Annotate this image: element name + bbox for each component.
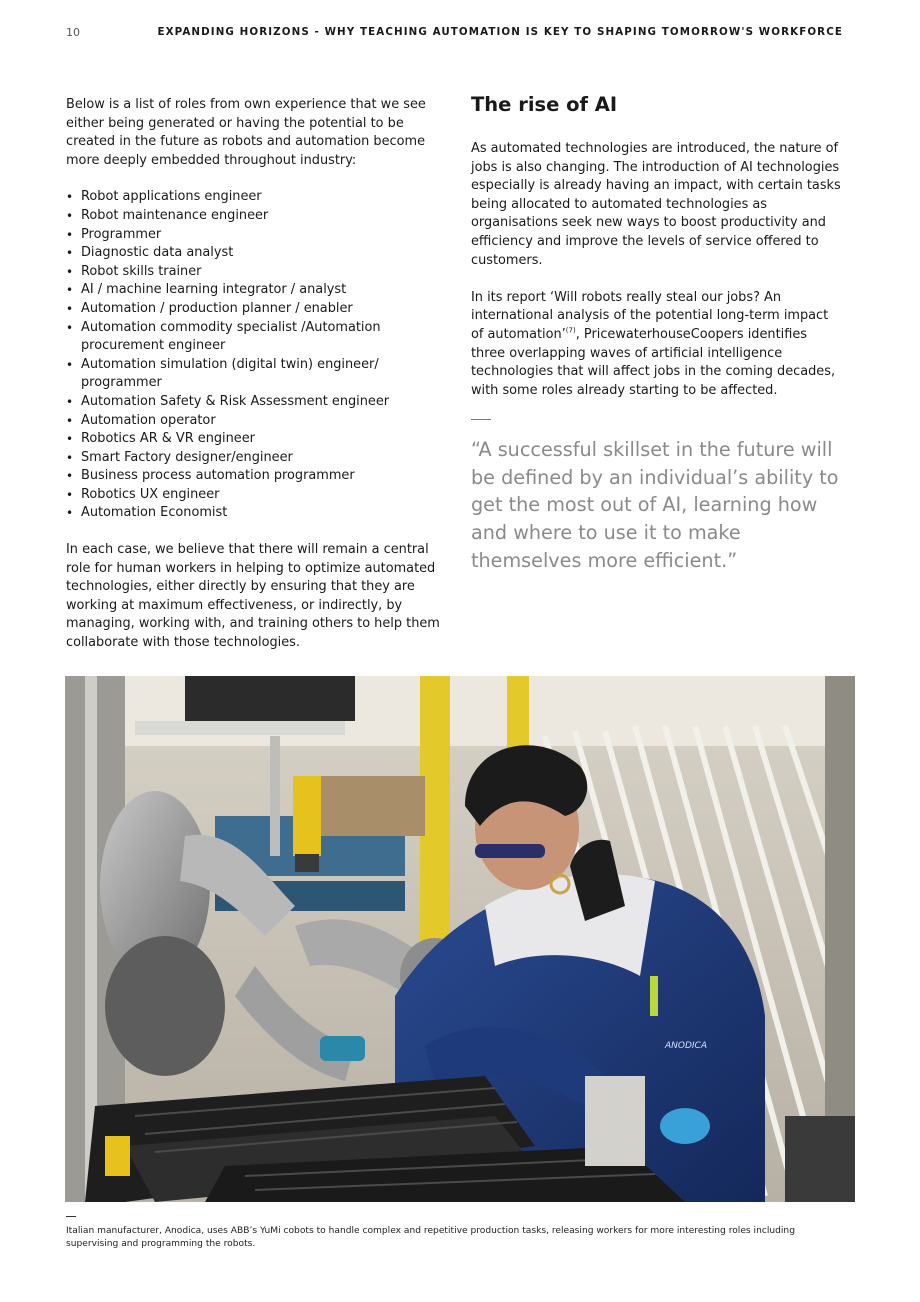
list-item: • Programmer xyxy=(66,226,446,245)
list-item: • Robotics AR & VR engineer xyxy=(66,430,446,449)
list-item: • Automation Safety & Risk Assessment engineer xyxy=(66,393,446,412)
list-item: • Automation commodity specialist /Automation procurement engineer xyxy=(66,319,446,356)
list-item: • Diagnostic data analyst xyxy=(66,244,446,263)
list-item: • AI / machine learning integrator / analyst xyxy=(66,281,446,300)
footnote-reference: (7) xyxy=(565,326,576,335)
list-item: • Robotics UX engineer xyxy=(66,486,446,505)
conclusion-paragraph: In each case, we believe that there will remain a central role for human workers in helping to optimize automated technologies, either directly by ensuring that they are working at maximum effectiveness, or indirectly, by managing, working with, and training others to help them collaborate with those technologies. xyxy=(66,542,440,651)
list-item: • Robot skills trainer xyxy=(66,263,446,282)
list-item: • Automation / production planner / enabler xyxy=(66,300,446,319)
running-header: EXPANDING HORIZONS - WHY TEACHING AUTOMATION IS KEY TO SHAPING TOMORROW'S WORKFORCE xyxy=(157,26,843,38)
list-item: • Automation simulation (digital twin) engineer/ programmer xyxy=(66,356,446,393)
list-item: • Robot applications engineer xyxy=(66,188,446,207)
intro-paragraph: Below is a list of roles from own experience that we see either being generated or having the potential to be created in the future as robots and automation become more deeply embedded throughout industry: xyxy=(66,97,426,168)
ai-paragraph-1: As automated technologies are introduced, the nature of jobs is also changing. The introduction of AI technologies especially is already having an impact, with certain tasks being allocated to automated technologies as organisations seek new ways to boost productivity and efficiency and improve the levels of service offered to customers. xyxy=(471,141,841,268)
caption-divider xyxy=(66,1216,76,1217)
list-item: • Business process automation programmer xyxy=(66,467,446,486)
quote-divider xyxy=(471,419,491,420)
list-item: • Robot maintenance engineer xyxy=(66,207,446,226)
ai-paragraph-2 xyxy=(471,289,843,401)
report-text-continued: , PricewaterhouseCoopers identifies three overlapping waves of artificial intelligence technologies that will affect jobs in the coming decades, with some roles already starting to be affected. xyxy=(471,326,836,398)
right-column xyxy=(471,92,843,574)
pull-quote: “A successful skillset in the future will be defined by an individual’s ability to get the most out of AI, learning how and where to use it to make themselves more efficient.” xyxy=(471,437,839,572)
jacket-logo: ANODICA xyxy=(665,1041,707,1051)
list-item: • Automation Economist xyxy=(66,504,446,523)
page-number: 10 xyxy=(66,26,80,39)
figure-caption: Italian manufacturer, Anodica, uses ABB’s YuMi cobots to handle complex and repetitive production tasks, releasing workers for more interesting roles including supervising and programming the robots. xyxy=(66,1226,795,1249)
list-item: • Smart Factory designer/engineer xyxy=(66,449,446,468)
report-text: In its report ‘Will robots really steal our jobs? An international analysis of the potential long-term impact of automation’ xyxy=(471,289,829,342)
roles-list xyxy=(66,188,446,523)
factory-photo xyxy=(65,676,855,1202)
list-item: • Automation operator xyxy=(66,412,446,431)
section-heading: The rise of AI xyxy=(471,93,618,116)
left-column xyxy=(66,96,446,653)
